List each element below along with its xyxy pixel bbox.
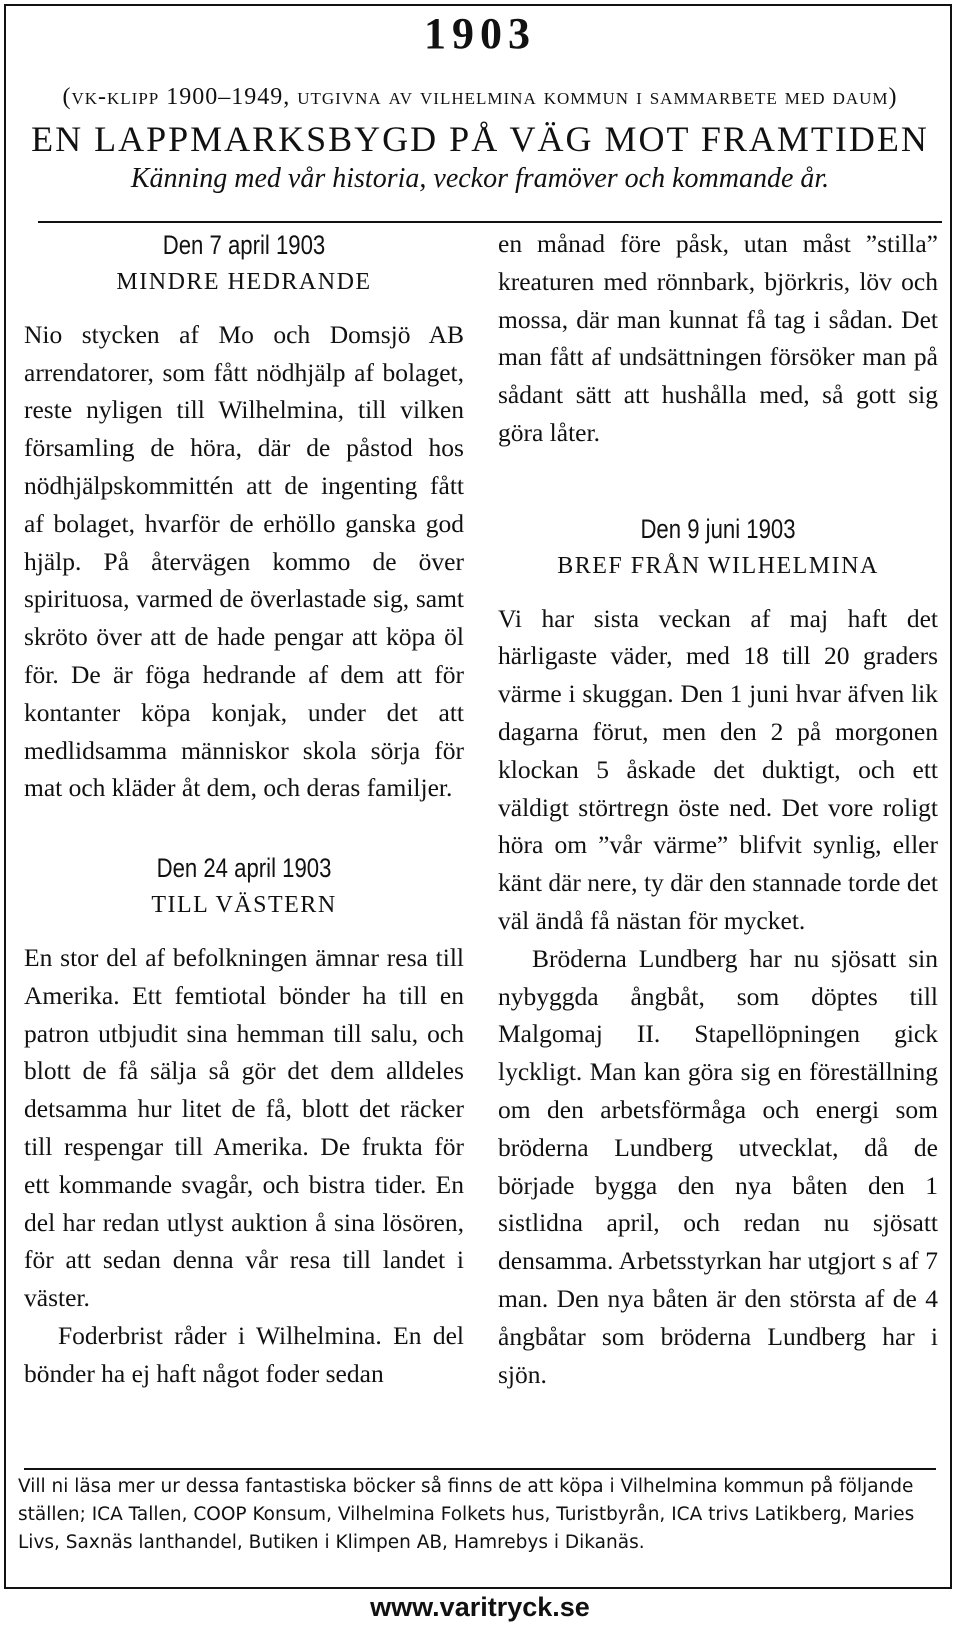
article-heading: TILL VÄSTERN [151, 892, 337, 919]
header-divider [38, 221, 942, 223]
article-heading: BREF FRÅN WILHELMINA [557, 552, 879, 579]
footer-note: Vill ni läsa mer ur dessa fantastiska böcker så finns de att köpa i Vilhelmina kommun på följande ställen; ICA Tallen, COOP Konsum, Vilhelmina Folkets hus, Turistbyrån, ICA trivs Latikberg, Maries Livs, Saxnäs lanthandel, Butiken i Klimpen AB, Hamrebys i Dikanäs. [18, 1476, 915, 1553]
page-subtitle: Känning med vår historia, veckor framöver och kommande år. [130, 163, 830, 194]
article-body: Bröderna Lundberg har nu sjösatt sin nybyggda ångbåt, som döptes till Malgomaj II. Stapellöpningen gick lyckligt. Man kan göra sig en föreställning om den arbetsförmåga och energi som bröderna Lundberg utvecklat, då de började bygga den nya båten den 1 sistlidna april, och redan nu sjösatt densamma. Arbetsstyrkan har utgjort s af 7 man. Den nya båten är den största af de 4 ångbåtar som bröderna Lundberg har i sjön. [498, 943, 938, 1389]
article-body: Foderbrist råder i Wilhelmina. En del bönder ha ej haft något foder sedan [24, 1320, 464, 1388]
series-line: (vk-klipp 1900–1949, utgivna av vilhelmina kommun i sammarbete med daum) [62, 84, 898, 110]
page-title: EN LAPPMARKSBYGD PÅ VÄG MOT FRAMTIDEN [31, 119, 929, 159]
footer-divider [24, 1468, 936, 1470]
left-column [24, 226, 464, 1393]
right-column [498, 225, 938, 1393]
article-body: Nio stycken af Mo och Domsjö AB arrendatorer, som fått nödhjälp af bolaget, reste nyligen till Wilhelmina, till vilken församling de höra, där de påstod hos nödhjälpskommittén att de ingenting fått af bolaget, hvarför de erhöllo ganska god hjälp. På återvägen kommo de över spirituosa, varmed de överlastade sig, samt skröto över att de hade pengar att köpa öl för. De är föga hedrande af dem att för kontanter köpa konjak, under det att medlidsamma människor skola sörja för mat och kläder åt dem, och deras familjer. [24, 319, 464, 803]
article-body: Vi har sista veckan af maj haft det härligaste väder, med 18 till 20 graders värme i skuggan. Den 1 juni hvar äfven lik dagarna förut, men den 2 på morgonen klockan 5 åskade det duktigt, och ett väldigt störtregn öste ned. Det vore roligt höra om ”vår värme” blifvit synlig, eller känt där nere, ty där den stannade torde det väl ändå få nästan för mycket. [498, 603, 938, 935]
article-date: Den 24 april 1903 [156, 853, 332, 884]
page-year: 1903 [424, 9, 536, 58]
article-date: Den 9 juni 1903 [640, 513, 796, 544]
article-body: En stor del af befolkningen ämnar resa till Amerika. Ett femtiotal bönder ha till en patron utbjudit sina hemman till salu, och blott de få sälja så gör det dem alldeles detsamma hur litet de få, blott det räcker till respengar till Amerika. De frukta för ett kommande svagår, och bistra tider. En del har redan utlyst auktion å sina lösören, för att sedan denna vår resa till landet i väster. [24, 942, 464, 1313]
footer-url[interactable]: www.varitryck.se [370, 1592, 590, 1622]
article-heading: MINDRE HEDRANDE [116, 269, 372, 295]
article-continuation: en månad före påsk, utan måst ”stilla” kreaturen med rönnbark, björkris, löv och mossa, där man kunnat få tag i sådan. Det man fått af undsättningen försöker man på sådant sätt att hushålla med, så gott sig göra låter. [498, 229, 938, 447]
article-date: Den 7 april 1903 [162, 230, 326, 260]
